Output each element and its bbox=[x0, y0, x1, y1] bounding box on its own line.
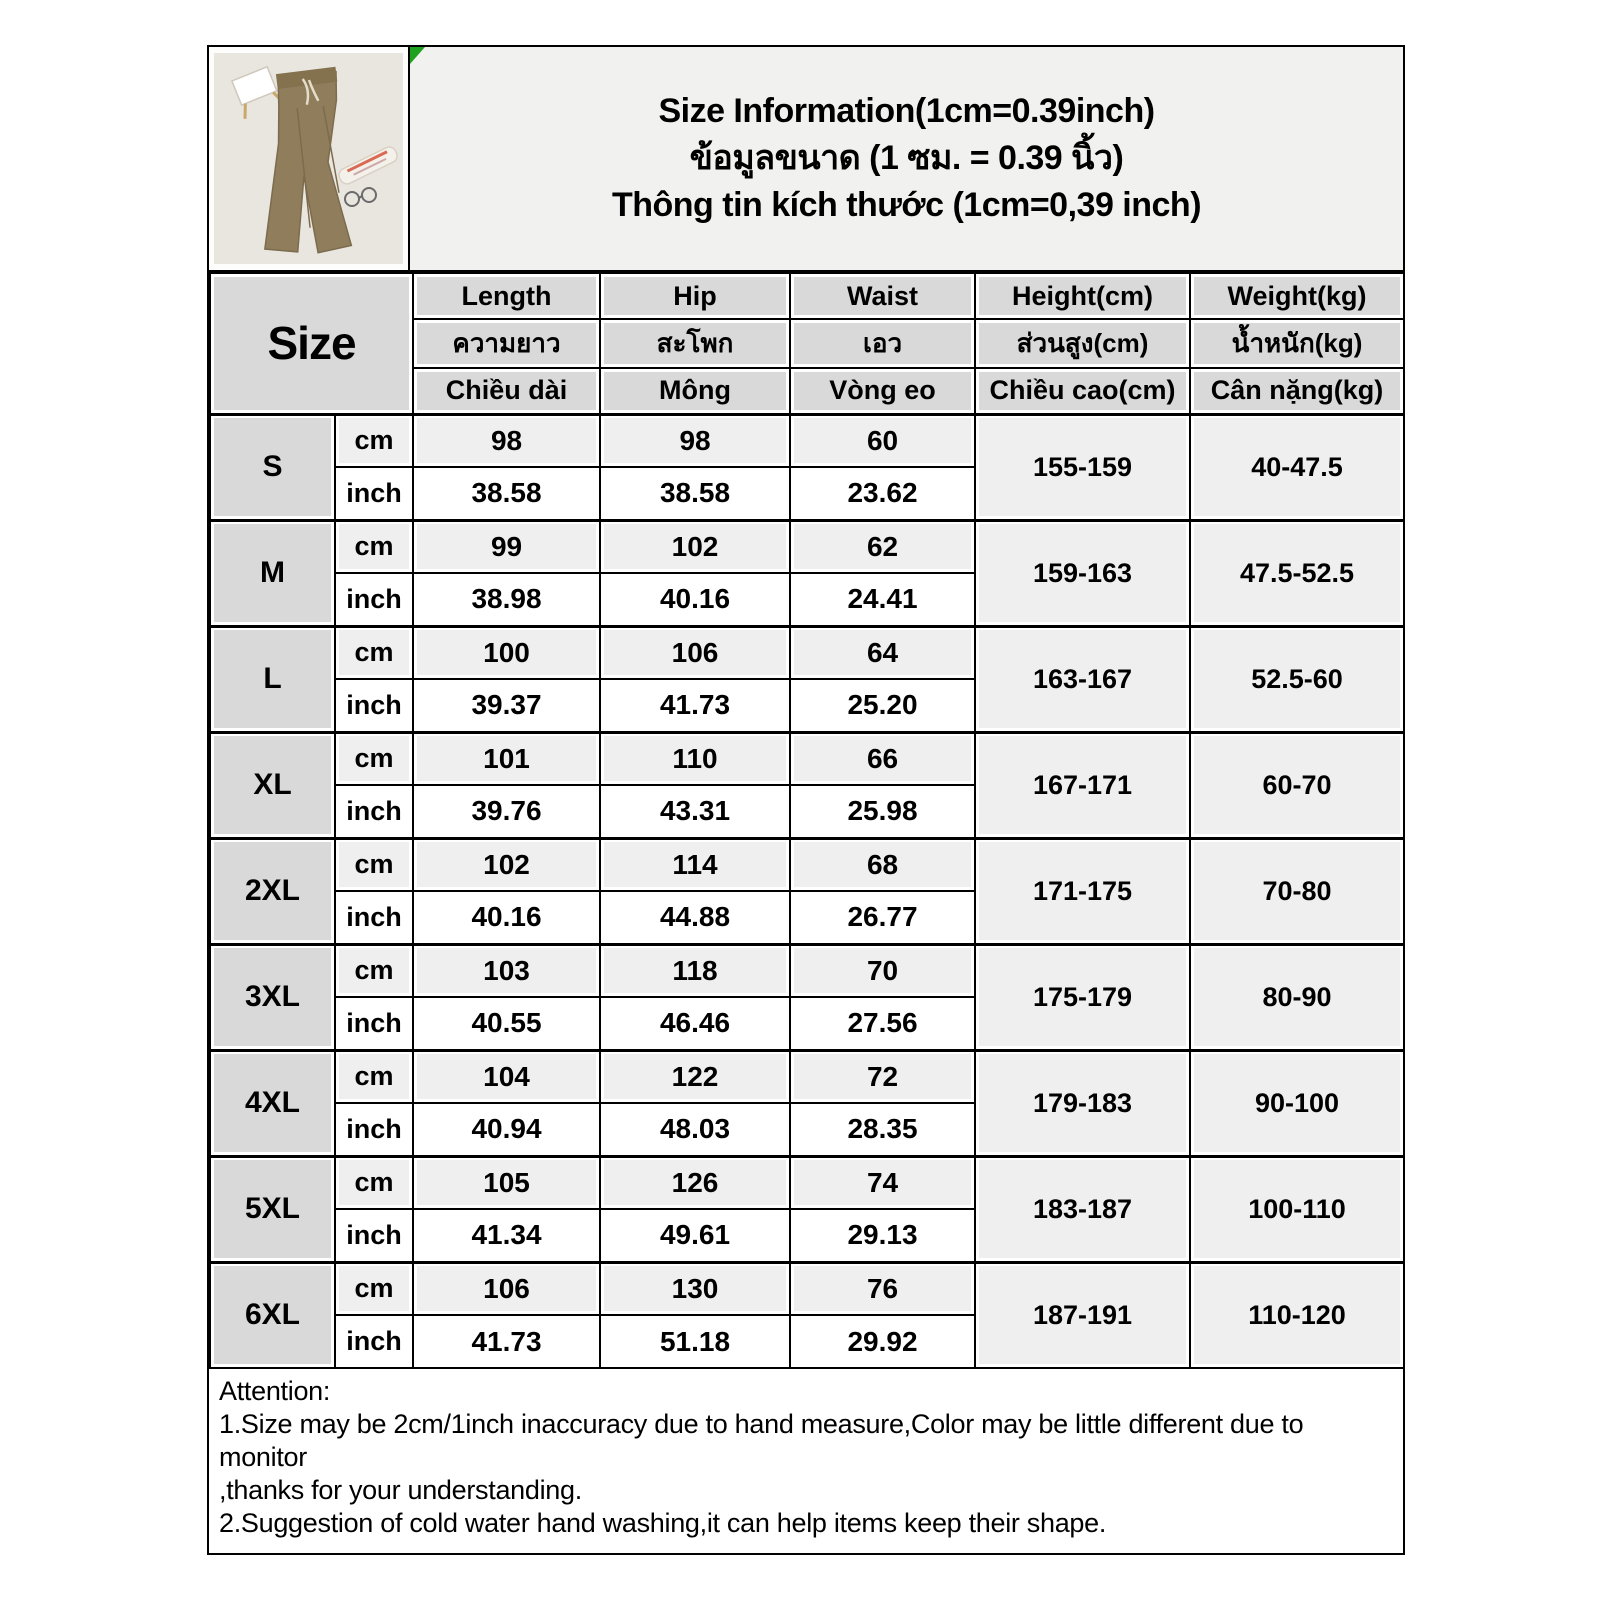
height-range-value: 171-175 bbox=[975, 838, 1190, 944]
length-inch-value: 38.98 bbox=[413, 573, 600, 626]
height-range-value: 155-159 bbox=[975, 414, 1190, 520]
col-header-height-en: Height(cm) bbox=[975, 273, 1190, 319]
unit-inch-label: inch bbox=[335, 573, 413, 626]
size-label: 6XL bbox=[210, 1262, 335, 1368]
height-range-value: 175-179 bbox=[975, 944, 1190, 1050]
col-header-height-th: ส่วนสูง(cm) bbox=[975, 319, 1190, 368]
col-header-length-th: ความยาว bbox=[413, 319, 600, 368]
size-table bbox=[209, 272, 1405, 1369]
hip-inch-value: 51.18 bbox=[600, 1315, 790, 1368]
weight-range-value: 110-120 bbox=[1190, 1262, 1404, 1368]
height-range-value: 179-183 bbox=[975, 1050, 1190, 1156]
hip-cm-value: 110 bbox=[600, 732, 790, 785]
unit-inch-label: inch bbox=[335, 1103, 413, 1156]
waist-inch-value: 26.77 bbox=[790, 891, 975, 944]
title-cell bbox=[410, 47, 1403, 270]
waist-inch-value: 25.20 bbox=[790, 679, 975, 732]
hip-cm-value: 98 bbox=[600, 414, 790, 467]
product-photo-cell bbox=[209, 47, 410, 270]
hip-inch-value: 44.88 bbox=[600, 891, 790, 944]
height-range-value: 163-167 bbox=[975, 626, 1190, 732]
unit-cm-label: cm bbox=[335, 944, 413, 997]
title-english: Size Information(1cm=0.39inch) bbox=[658, 92, 1155, 130]
hip-cm-value: 126 bbox=[600, 1156, 790, 1209]
table-row bbox=[210, 520, 1404, 573]
header-row bbox=[209, 47, 1403, 272]
col-header-waist-en: Waist bbox=[790, 273, 975, 319]
unit-inch-label: inch bbox=[335, 1209, 413, 1262]
size-label: XL bbox=[210, 732, 335, 838]
title-thai: ข้อมูลขนาด (1 ซม. = 0.39 นิ้ว) bbox=[689, 139, 1124, 177]
col-header-weight-en: Weight(kg) bbox=[1190, 273, 1404, 319]
unit-cm-label: cm bbox=[335, 838, 413, 891]
hip-inch-value: 38.58 bbox=[600, 467, 790, 520]
table-row bbox=[210, 838, 1404, 891]
col-header-height-vi: Chiều cao(cm) bbox=[975, 368, 1190, 414]
attention-line: 1.Size may be 2cm/1inch inaccuracy due to hand measure,Color may be little different due to monitor bbox=[219, 1409, 1304, 1472]
unit-inch-label: inch bbox=[335, 467, 413, 520]
col-header-waist-th: เอว bbox=[790, 319, 975, 368]
size-label: 5XL bbox=[210, 1156, 335, 1262]
table-row bbox=[210, 944, 1404, 997]
length-cm-value: 103 bbox=[413, 944, 600, 997]
length-inch-value: 39.37 bbox=[413, 679, 600, 732]
height-range-value: 167-171 bbox=[975, 732, 1190, 838]
waist-cm-value: 64 bbox=[790, 626, 975, 679]
col-header-hip-en: Hip bbox=[600, 273, 790, 319]
size-label: M bbox=[210, 520, 335, 626]
hip-cm-value: 106 bbox=[600, 626, 790, 679]
unit-cm-label: cm bbox=[335, 1050, 413, 1103]
unit-inch-label: inch bbox=[335, 679, 413, 732]
attention-note bbox=[209, 1369, 1403, 1553]
waist-cm-value: 60 bbox=[790, 414, 975, 467]
waist-inch-value: 29.13 bbox=[790, 1209, 975, 1262]
waist-cm-value: 72 bbox=[790, 1050, 975, 1103]
waist-inch-value: 25.98 bbox=[790, 785, 975, 838]
unit-inch-label: inch bbox=[335, 891, 413, 944]
waist-inch-value: 24.41 bbox=[790, 573, 975, 626]
col-header-weight-vi: Cân nặng(kg) bbox=[1190, 368, 1404, 414]
length-cm-value: 101 bbox=[413, 732, 600, 785]
waist-cm-value: 66 bbox=[790, 732, 975, 785]
attention-title: Attention: bbox=[219, 1376, 331, 1406]
length-inch-value: 41.73 bbox=[413, 1315, 600, 1368]
length-inch-value: 40.94 bbox=[413, 1103, 600, 1156]
size-column-header: Size bbox=[210, 273, 413, 414]
hip-cm-value: 114 bbox=[600, 838, 790, 891]
weight-range-value: 90-100 bbox=[1190, 1050, 1404, 1156]
hip-inch-value: 40.16 bbox=[600, 573, 790, 626]
corner-marker-triangle bbox=[410, 47, 425, 64]
weight-range-value: 47.5-52.5 bbox=[1190, 520, 1404, 626]
height-range-value: 187-191 bbox=[975, 1262, 1190, 1368]
size-label: 3XL bbox=[210, 944, 335, 1050]
length-inch-value: 40.16 bbox=[413, 891, 600, 944]
length-inch-value: 38.58 bbox=[413, 467, 600, 520]
pants-product-image bbox=[209, 47, 408, 270]
unit-cm-label: cm bbox=[335, 1262, 413, 1315]
hip-inch-value: 48.03 bbox=[600, 1103, 790, 1156]
waist-inch-value: 29.92 bbox=[790, 1315, 975, 1368]
length-cm-value: 104 bbox=[413, 1050, 600, 1103]
length-inch-value: 41.34 bbox=[413, 1209, 600, 1262]
length-inch-value: 40.55 bbox=[413, 997, 600, 1050]
length-cm-value: 102 bbox=[413, 838, 600, 891]
col-header-waist-vi: Vòng eo bbox=[790, 368, 975, 414]
waist-cm-value: 76 bbox=[790, 1262, 975, 1315]
table-row bbox=[210, 414, 1404, 467]
size-label: L bbox=[210, 626, 335, 732]
length-cm-value: 99 bbox=[413, 520, 600, 573]
weight-range-value: 80-90 bbox=[1190, 944, 1404, 1050]
length-cm-value: 105 bbox=[413, 1156, 600, 1209]
unit-inch-label: inch bbox=[335, 997, 413, 1050]
weight-range-value: 100-110 bbox=[1190, 1156, 1404, 1262]
unit-cm-label: cm bbox=[335, 732, 413, 785]
hip-inch-value: 43.31 bbox=[600, 785, 790, 838]
waist-inch-value: 23.62 bbox=[790, 467, 975, 520]
size-label: S bbox=[210, 414, 335, 520]
hip-inch-value: 49.61 bbox=[600, 1209, 790, 1262]
waist-cm-value: 70 bbox=[790, 944, 975, 997]
unit-cm-label: cm bbox=[335, 626, 413, 679]
waist-cm-value: 62 bbox=[790, 520, 975, 573]
unit-inch-label: inch bbox=[335, 785, 413, 838]
attention-line: 2.Suggestion of cold water hand washing,it can help items keep their shape. bbox=[219, 1508, 1107, 1538]
waist-cm-value: 74 bbox=[790, 1156, 975, 1209]
waist-inch-value: 27.56 bbox=[790, 997, 975, 1050]
hip-cm-value: 118 bbox=[600, 944, 790, 997]
height-range-value: 183-187 bbox=[975, 1156, 1190, 1262]
length-cm-value: 100 bbox=[413, 626, 600, 679]
size-label: 2XL bbox=[210, 838, 335, 944]
unit-cm-label: cm bbox=[335, 520, 413, 573]
unit-cm-label: cm bbox=[335, 414, 413, 467]
col-header-hip-th: สะโพก bbox=[600, 319, 790, 368]
unit-cm-label: cm bbox=[335, 1156, 413, 1209]
hip-cm-value: 102 bbox=[600, 520, 790, 573]
attention-line: ,thanks for your understanding. bbox=[219, 1475, 582, 1505]
waist-cm-value: 68 bbox=[790, 838, 975, 891]
size-chart-sheet bbox=[207, 45, 1405, 1555]
weight-range-value: 52.5-60 bbox=[1190, 626, 1404, 732]
table-row bbox=[210, 1156, 1404, 1209]
height-range-value: 159-163 bbox=[975, 520, 1190, 626]
col-header-weight-th: น้ำหนัก(kg) bbox=[1190, 319, 1404, 368]
hip-cm-value: 130 bbox=[600, 1262, 790, 1315]
col-header-length-en: Length bbox=[413, 273, 600, 319]
table-row bbox=[210, 626, 1404, 679]
title-vietnamese: Thông tin kích thước (1cm=0,39 inch) bbox=[611, 186, 1202, 224]
weight-range-value: 60-70 bbox=[1190, 732, 1404, 838]
unit-inch-label: inch bbox=[335, 1315, 413, 1368]
header-row-english bbox=[210, 273, 1404, 319]
table-row bbox=[210, 1262, 1404, 1315]
col-header-hip-vi: Mông bbox=[600, 368, 790, 414]
weight-range-value: 40-47.5 bbox=[1190, 414, 1404, 520]
size-label: 4XL bbox=[210, 1050, 335, 1156]
length-inch-value: 39.76 bbox=[413, 785, 600, 838]
table-row bbox=[210, 732, 1404, 785]
weight-range-value: 70-80 bbox=[1190, 838, 1404, 944]
hip-cm-value: 122 bbox=[600, 1050, 790, 1103]
table-row bbox=[210, 1050, 1404, 1103]
length-cm-value: 98 bbox=[413, 414, 600, 467]
waist-inch-value: 28.35 bbox=[790, 1103, 975, 1156]
hip-inch-value: 46.46 bbox=[600, 997, 790, 1050]
col-header-length-vi: Chiều dài bbox=[413, 368, 600, 414]
length-cm-value: 106 bbox=[413, 1262, 600, 1315]
hip-inch-value: 41.73 bbox=[600, 679, 790, 732]
